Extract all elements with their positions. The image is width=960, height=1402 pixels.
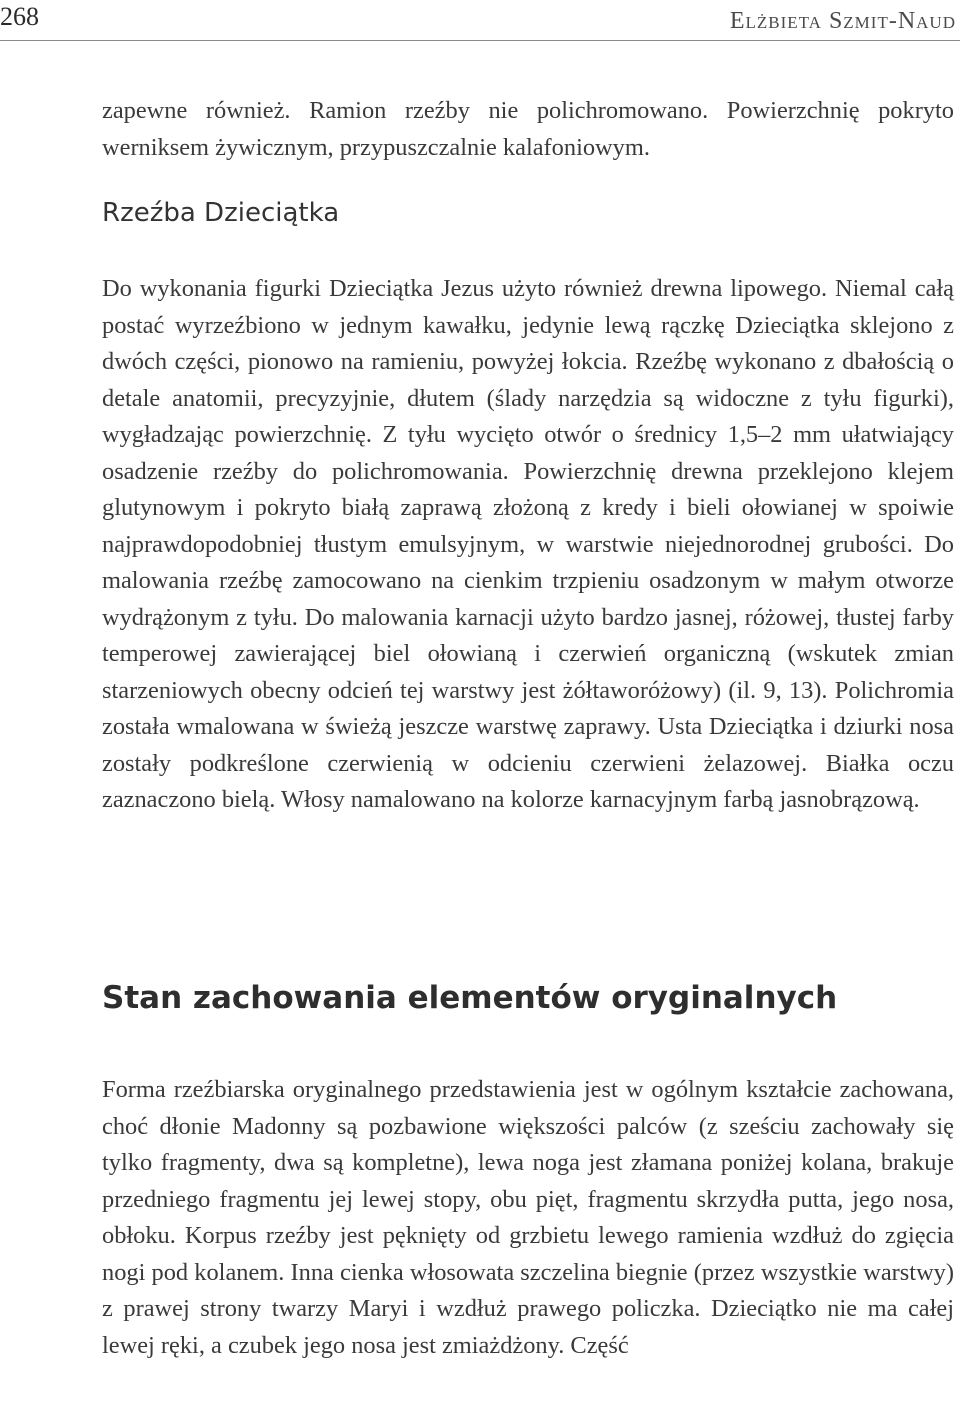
paragraph-state-of-preservation: Forma rzeźbiarska oryginalnego przedstawienia jest w ogólnym kształcie zachowana, choć dłonie Madonny są pozbawione większości palców (z sześciu zachowały się tylko fragmenty, dwa są kompletne), lewa noga jest złamana poniżej kolana, brakuje przedniego fragmentu jej lewej stopy, obu pięt, fragmentu skrzydła putta, jego nosa, obłoku. Korpus rzeźby jest pęknięty od grzbietu lewego ramienia wzdłuż do zgięcia nogi pod kolanem. Inna cienka włosowata szczelina biegnie (przez wszystkie warstwy) z prawej strony twarzy Maryi i wzdłuż prawego policzka. Dzieciątko nie ma całej lewej ręki, a czubek jego nosa jest zmiażdżony. Część: [102, 1076, 954, 1359]
paragraph-child-sculpture: Do wykonania figurki Dzieciątka Jezus użyto również drewna lipowego. Niemal całą postać wyrzeźbiono w jednym kawałku, jedynie lewą rączkę Dzieciątka sklejono z dwóch części, pionowo na ramieniu, powyżej łokcia. Rzeźbę wykonano z dbałością o detale anatomii, precyzyjnie, dłutem (ślady narzędzia są widoczne z tyłu figurki), wygładzając powierzchnię. Z tyłu wycięto otwór o średnicy 1,5–2 mm ułatwiający osadzenie rzeźby do polichromowania. Powierzchnię drewna przeklejono klejem glutynowym i pokryto białą zaprawą złożoną z kredy i bieli ołowianej w spoiwie najprawdopodobniej tłustym emulsyjnym, w warstwie niejednorodnej grubości. Do malowania rzeźbę zamocowano na cienkim trzpieniu osadzonym w małym otworze wydrążonym z tyłu. Do malowania karnacji użyto bardzo jasnej, różowej, tłustej farby temperowej zawierającej biel ołowianą i czerwień organiczną (wskutek zmian starzeniowych obecny odcień tej warstwy jest żółtaworóżowy) (il. 9, 13). Polichromia została wmalowana w świeżą jeszcze warstwę zaprawy. Usta Dzieciątka i dziurki nosa zostały podkreślone czerwienią w odcieniu czerwieni żelazowej. Białka oczu zaznaczono bielą. Włosy namalowano na kolorze karnacyjnym farbą jasnobrązową.: [102, 275, 954, 813]
paragraph-continuation: zapewne również. Ramion rzeźby nie polichromowano. Powierzchnię pokryto werniksem żywicznym, przypuszczalnie kalafoniowym.: [102, 97, 954, 161]
section-title: Stan zachowania elementów oryginalnych: [102, 980, 838, 1016]
running-head: [0, 0, 960, 40]
header-rule: [0, 40, 960, 41]
page-number: 268: [0, 2, 39, 31]
running-head-author: Elżbieta Szmit-Naud: [729, 8, 956, 34]
subheading-child-sculpture: Rzeźba Dzieciątka: [102, 198, 340, 228]
